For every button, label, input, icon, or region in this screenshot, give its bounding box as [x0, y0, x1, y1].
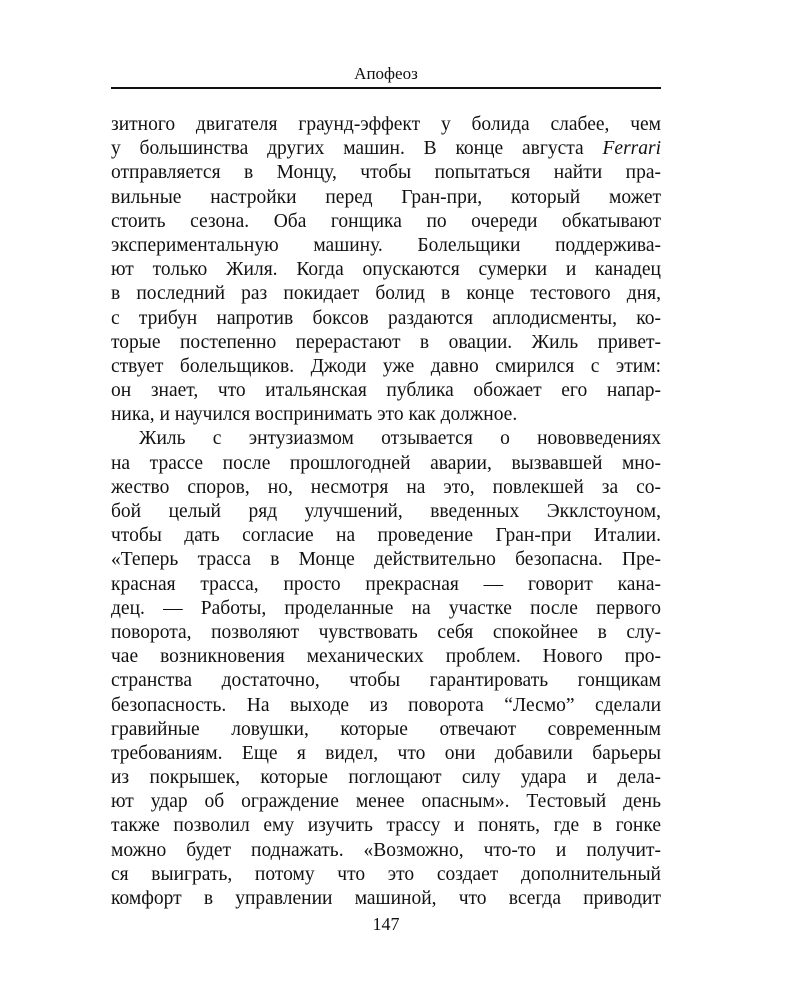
text-line: ника, и научился воспринимать это как должное. [111, 404, 518, 426]
text-line: чае возникновения механических проблем. Нового про- [111, 646, 661, 668]
text-line: красная трасса, просто прекрасная — говорит кана- [111, 573, 661, 595]
text-line: Жиль с энтузиазмом отзывается о нововведениях [139, 428, 661, 450]
body-text [111, 113, 661, 911]
text-line: отправляется в Монцу, чтобы попытаться найти пра- [111, 162, 661, 184]
running-head: Апофеоз [354, 64, 418, 83]
text-line: ствует болельщиков. Джоди уже давно смирился с этим: [111, 355, 661, 377]
text-line: на трассе после прошлогодней аварии, вызвавшей мно- [111, 452, 661, 474]
text-line: также позволил ему изучить трассу и понять, где в гонке [111, 815, 661, 837]
text-line: вильные настройки перед Гран-при, который может [111, 186, 661, 208]
text-line: торые постепенно перерастают в овации. Жиль привет- [111, 331, 661, 353]
text-line: зитного двигателя граунд-эффект у болида слабее, чем [111, 114, 661, 135]
text-line: «Теперь трасса в Монце действительно безопасна. Пре- [111, 549, 661, 571]
page-number: 147 [372, 914, 400, 934]
header-rule [111, 87, 661, 89]
text-line: он знает, что итальянская публика обожает его напар- [111, 380, 661, 402]
text-line: экспериментальную машину. Болельщики поддержива- [111, 234, 661, 256]
text-line: требованиям. Еще я видел, что они добавили барьеры [111, 742, 661, 764]
text-line: поворота, позволяют чувствовать себя спокойнее в слу- [111, 621, 661, 643]
text-line: ют только Жиля. Когда опускаются сумерки и канадец [111, 259, 661, 281]
text-line: комфорт в управлении машиной, что всегда приводит [111, 888, 661, 909]
text-line: ют удар об ограждение менее опасным». Тестовый день [111, 791, 661, 813]
italic-word: Ferrari [602, 138, 661, 160]
text-line: в последний раз покидает болид в конце тестового дня, [111, 283, 661, 305]
text-fragment: у большинства других машин. В конце августа [111, 138, 603, 160]
text-line: странства достаточно, чтобы гарантировать гонщикам [111, 670, 661, 692]
text-line: из покрышек, которые поглощают силу удара и дела- [111, 767, 661, 789]
text-line [111, 137, 661, 161]
text-line: ся выиграть, потому что это создает дополнительный [111, 863, 661, 885]
text-line: чтобы дать согласие на проведение Гран-при Италии. [111, 525, 661, 547]
paragraph-1 [111, 113, 661, 427]
text-line: гравийные ловушки, которые отвечают современным [111, 718, 661, 740]
text-line: жество споров, но, несмотря на это, повлекшей за со- [111, 476, 661, 498]
text-line: стоить сезона. Оба гонщика по очереди обкатывают [111, 210, 661, 232]
text-line: бой целый ряд улучшений, введенных Экклстоуном, [111, 501, 661, 522]
text-line: безопасность. На выходе из поворота “Лесмо” сделали [111, 694, 661, 716]
text-line: можно будет поднажать. «Возможно, что-то и получит- [111, 839, 661, 861]
text-line: дец. — Работы, проделанные на участке после первого [111, 597, 661, 619]
paragraph-2 [111, 427, 661, 911]
text-line: с трибун напротив боксов раздаются аплодисменты, ко- [111, 307, 661, 329]
